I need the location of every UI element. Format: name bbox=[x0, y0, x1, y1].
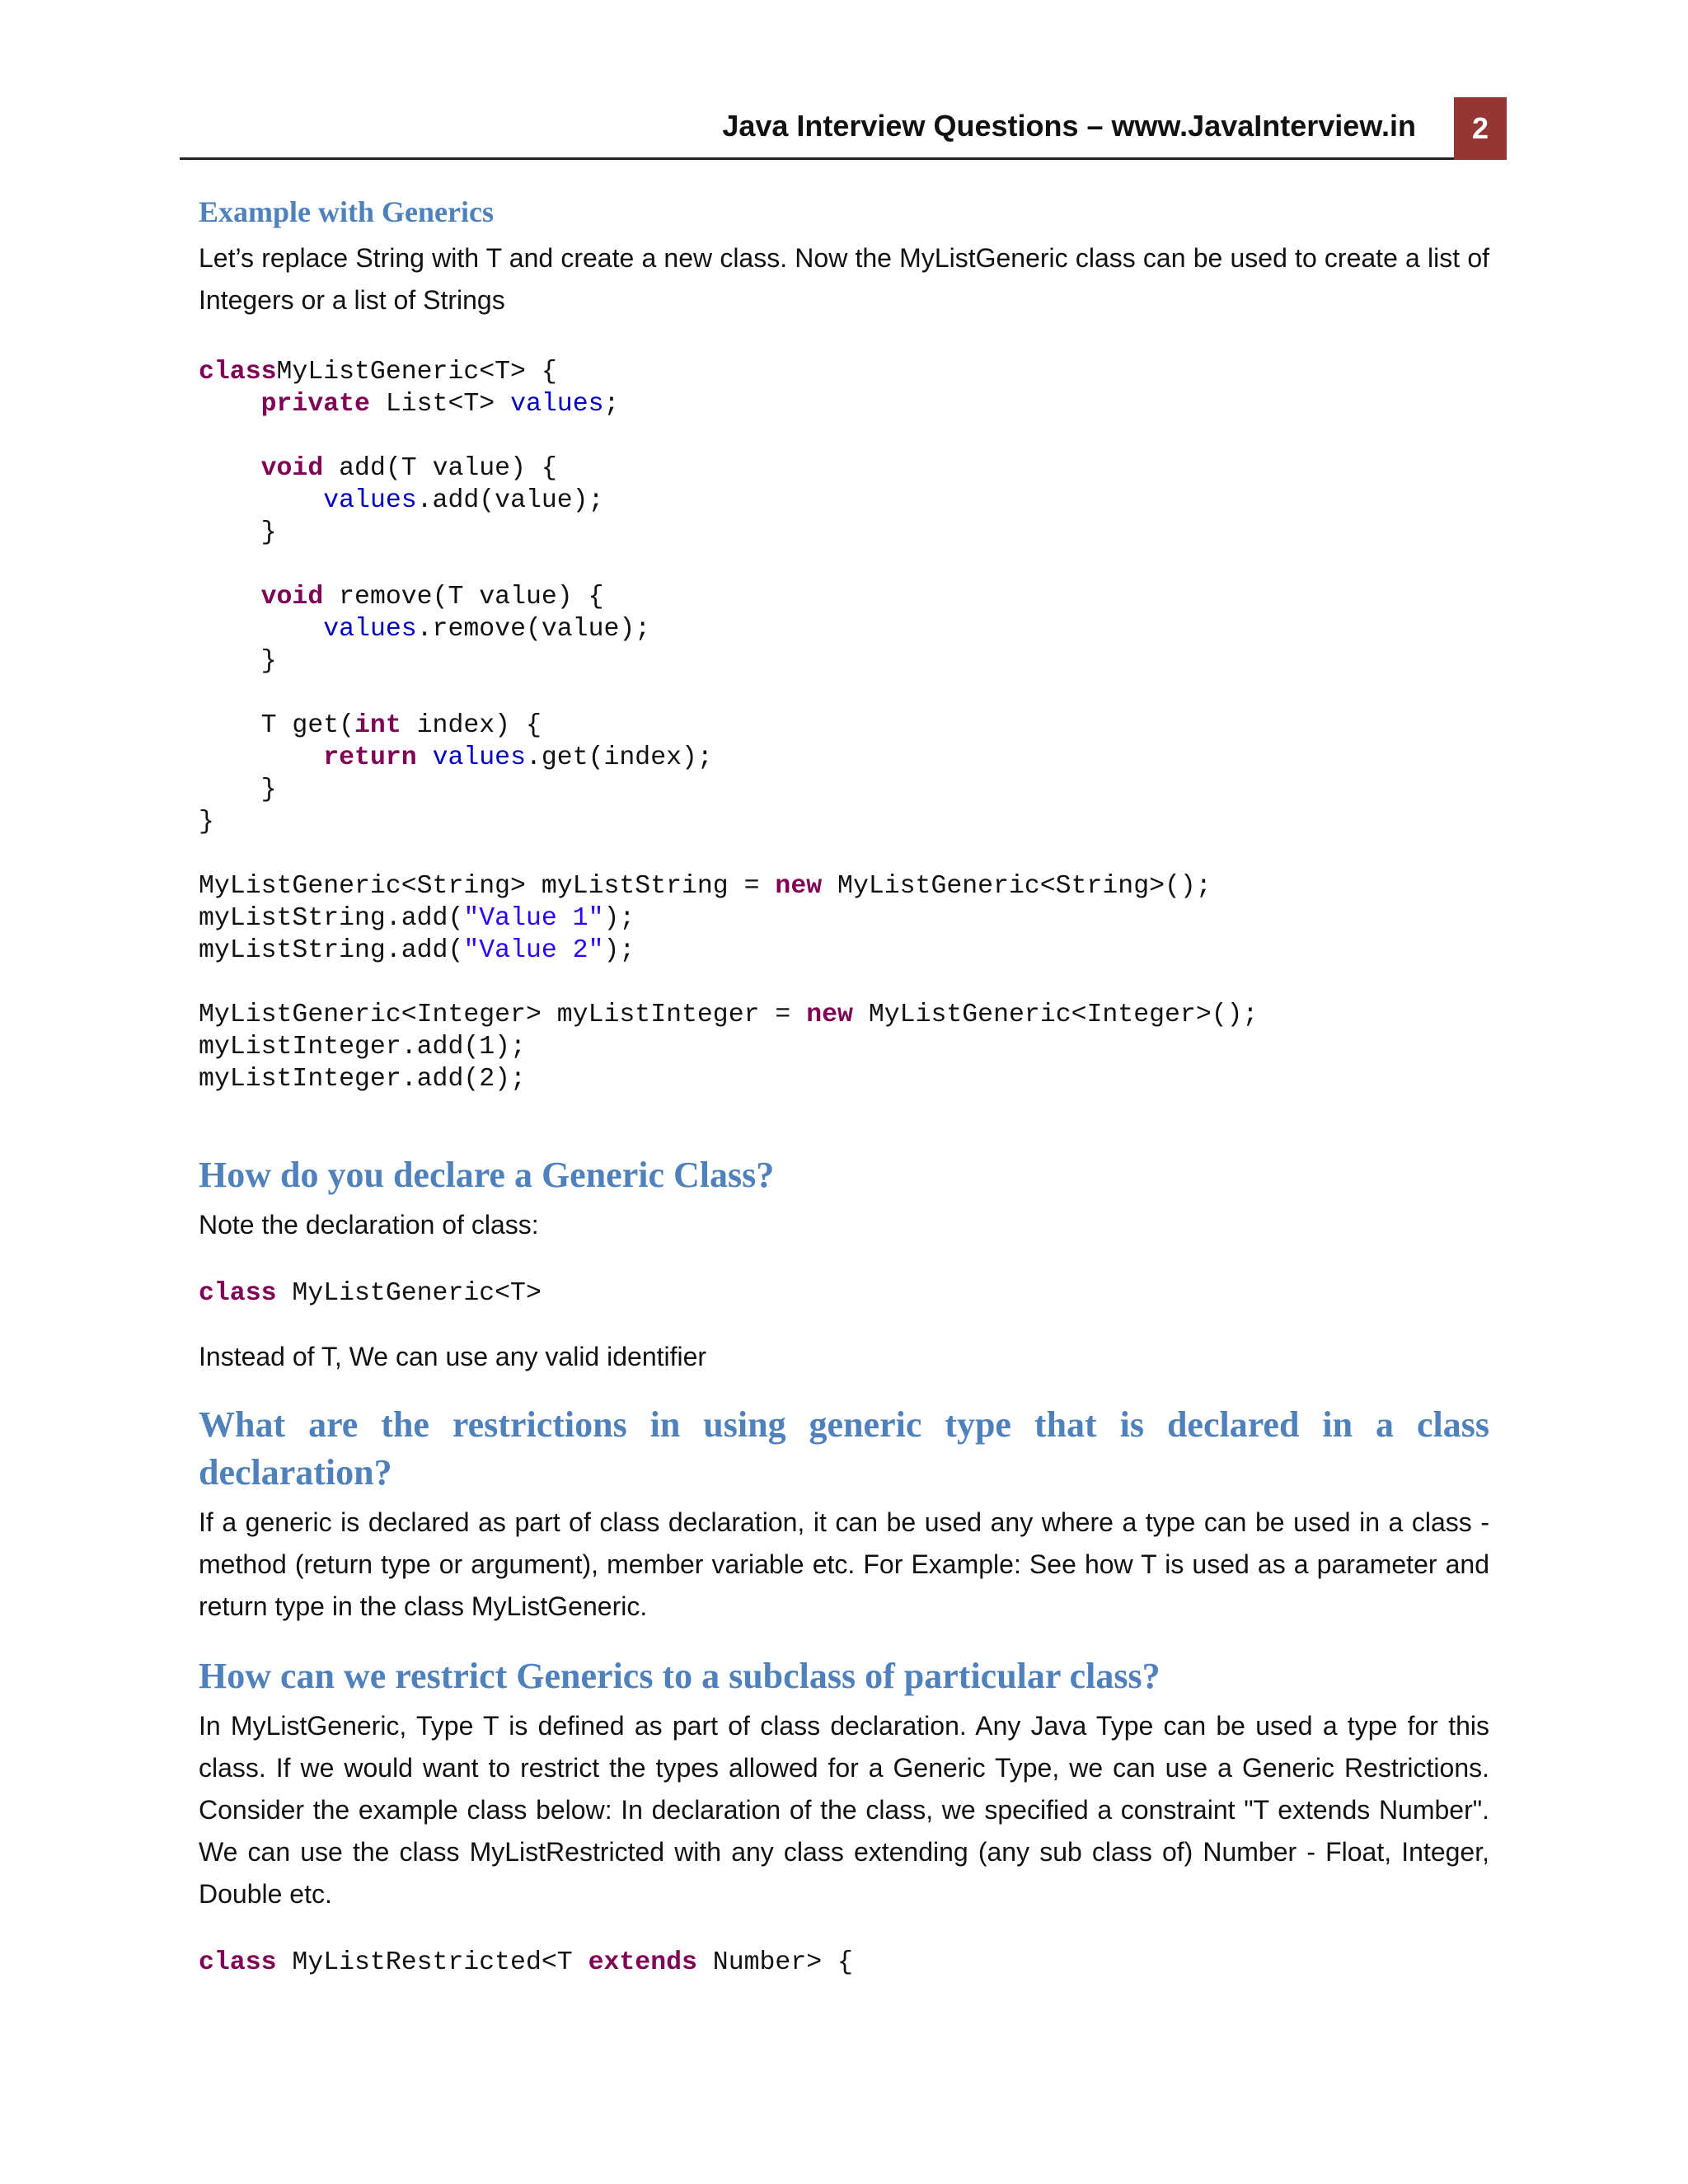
code-text: myListString.add( bbox=[199, 936, 464, 965]
code-line bbox=[199, 902, 1489, 935]
code-text: myListInteger.add(2); bbox=[199, 1065, 526, 1094]
code-line bbox=[199, 581, 1489, 613]
code-text: MyListGeneric<Integer>(); bbox=[852, 1001, 1259, 1029]
code-text: index) { bbox=[401, 711, 542, 740]
code-text: MyListGeneric<T> bbox=[276, 1279, 542, 1308]
paragraph-restrictions: If a generic is declared as part of class declaration, it can be used any where a type can be used in a class - method (return type or argument), member variable etc. For Example: See how T is used as a parameter and return type in the class MyListGeneric. bbox=[199, 1507, 1489, 1621]
code-text: MyListRestricted<T bbox=[276, 1948, 588, 1977]
code-string: "Value 1" bbox=[463, 904, 604, 933]
page-header bbox=[180, 97, 1507, 160]
code-field: values bbox=[323, 615, 417, 644]
code-text: } bbox=[199, 776, 277, 804]
code-line bbox=[199, 613, 1489, 645]
code-string: "Value 2" bbox=[463, 936, 604, 965]
code-text: myListInteger.add(1); bbox=[199, 1033, 526, 1062]
section-heading-restrict-subclass: How can we restrict Generics to a subclass of particular class? bbox=[199, 1656, 1160, 1696]
code-text bbox=[199, 615, 323, 644]
code-text bbox=[417, 743, 433, 772]
code-text: .get(index); bbox=[525, 743, 713, 772]
code-field: values bbox=[510, 390, 604, 419]
code-text: MyListGeneric<Integer> myListInteger = bbox=[199, 1001, 807, 1029]
code-text: add(T value) { bbox=[323, 454, 557, 483]
code-text: ); bbox=[603, 904, 635, 933]
code-keyword: new bbox=[806, 1001, 853, 1029]
code-line bbox=[199, 774, 1489, 806]
code-text: } bbox=[199, 518, 277, 547]
code-line bbox=[199, 806, 1489, 838]
paragraph-restrict-subclass: In MyListGeneric, Type T is defined as part of class declaration. Any Java Type can be used a type for this class. If we would want to restrict the types allowed for a Generic Type, we can use a Generic Restrictions. Consider the example class below: In declaration of the class, we specified a constraint "T extends Number". We can use the class MyListRestricted with any class extending (any sub class of) Number - Float, Integer, Double etc. bbox=[199, 1711, 1489, 1909]
code-keyword: class bbox=[199, 358, 277, 387]
code-text bbox=[199, 583, 261, 612]
code-line bbox=[199, 485, 1489, 517]
code-field: values bbox=[323, 486, 417, 515]
section-heading-restrictions: What are the restrictions in using generic type that is declared in a class declaration? bbox=[199, 1404, 1489, 1493]
code-field: values bbox=[432, 743, 526, 772]
code-text bbox=[199, 743, 323, 772]
page-number-badge: 2 bbox=[1454, 97, 1507, 160]
code-text: MyListGeneric<T> { bbox=[276, 358, 557, 387]
code-line bbox=[199, 356, 1489, 388]
code-text: List<T> bbox=[369, 390, 511, 419]
section-heading-declare-generic-class: How do you declare a Generic Class? bbox=[199, 1155, 775, 1195]
code-text: MyListGeneric<String> myListString = bbox=[199, 872, 776, 901]
code-line bbox=[199, 838, 1489, 870]
code-text: myListString.add( bbox=[199, 904, 464, 933]
code-block-mylistrestricted bbox=[199, 1947, 1489, 1979]
code-line bbox=[199, 967, 1489, 999]
code-text: ); bbox=[603, 936, 635, 965]
code-block-mylistgeneric bbox=[199, 356, 1489, 1095]
code-line bbox=[199, 999, 1489, 1031]
code-text: .add(value); bbox=[416, 486, 604, 515]
code-keyword: void bbox=[260, 454, 324, 483]
paragraph-note-declaration: Note the declaration of class: bbox=[199, 1210, 539, 1240]
paragraph-intro: Let’s replace String with T and create a new class. Now the MyListGeneric class can be used to create a list of Integers or a list of Strings bbox=[199, 243, 1489, 315]
code-keyword: return bbox=[323, 743, 417, 772]
page-content bbox=[199, 194, 1489, 1979]
code-line bbox=[199, 742, 1489, 774]
section-heading-example-with-generics: Example with Generics bbox=[199, 195, 494, 228]
code-keyword: new bbox=[775, 872, 823, 901]
code-keyword: class bbox=[199, 1279, 277, 1308]
code-line bbox=[199, 549, 1489, 581]
code-text: T get( bbox=[199, 711, 355, 740]
header-title: Java Interview Questions – www.JavaInterview.in bbox=[722, 109, 1416, 143]
code-line bbox=[199, 645, 1489, 677]
code-text: ; bbox=[603, 390, 620, 419]
code-line bbox=[199, 935, 1489, 967]
code-keyword: void bbox=[260, 583, 324, 612]
code-text bbox=[199, 454, 261, 483]
code-line bbox=[199, 1031, 1489, 1063]
code-keyword: int bbox=[354, 711, 401, 740]
code-block-class-declaration bbox=[199, 1277, 1489, 1310]
code-line bbox=[199, 710, 1489, 742]
code-line bbox=[199, 677, 1489, 710]
code-text: .remove(value); bbox=[416, 615, 651, 644]
code-text bbox=[199, 486, 323, 515]
code-keyword: class bbox=[199, 1948, 277, 1977]
code-text: Number> { bbox=[696, 1948, 853, 1977]
code-line bbox=[199, 420, 1489, 452]
code-text: } bbox=[199, 808, 214, 837]
code-line bbox=[199, 517, 1489, 549]
code-line bbox=[199, 1947, 1489, 1979]
code-text: remove(T value) { bbox=[323, 583, 604, 612]
code-text: MyListGeneric<String>(); bbox=[822, 872, 1212, 901]
code-line bbox=[199, 388, 1489, 420]
code-line bbox=[199, 870, 1489, 902]
code-text bbox=[199, 390, 261, 419]
code-keyword: private bbox=[260, 390, 370, 419]
header-rule bbox=[180, 157, 1507, 160]
code-line bbox=[199, 1063, 1489, 1095]
code-keyword: extends bbox=[588, 1948, 697, 1977]
paragraph-any-identifier: Instead of T, We can use any valid identifier bbox=[199, 1342, 707, 1371]
code-text: } bbox=[199, 647, 277, 676]
code-line bbox=[199, 1277, 1489, 1310]
code-line bbox=[199, 452, 1489, 485]
